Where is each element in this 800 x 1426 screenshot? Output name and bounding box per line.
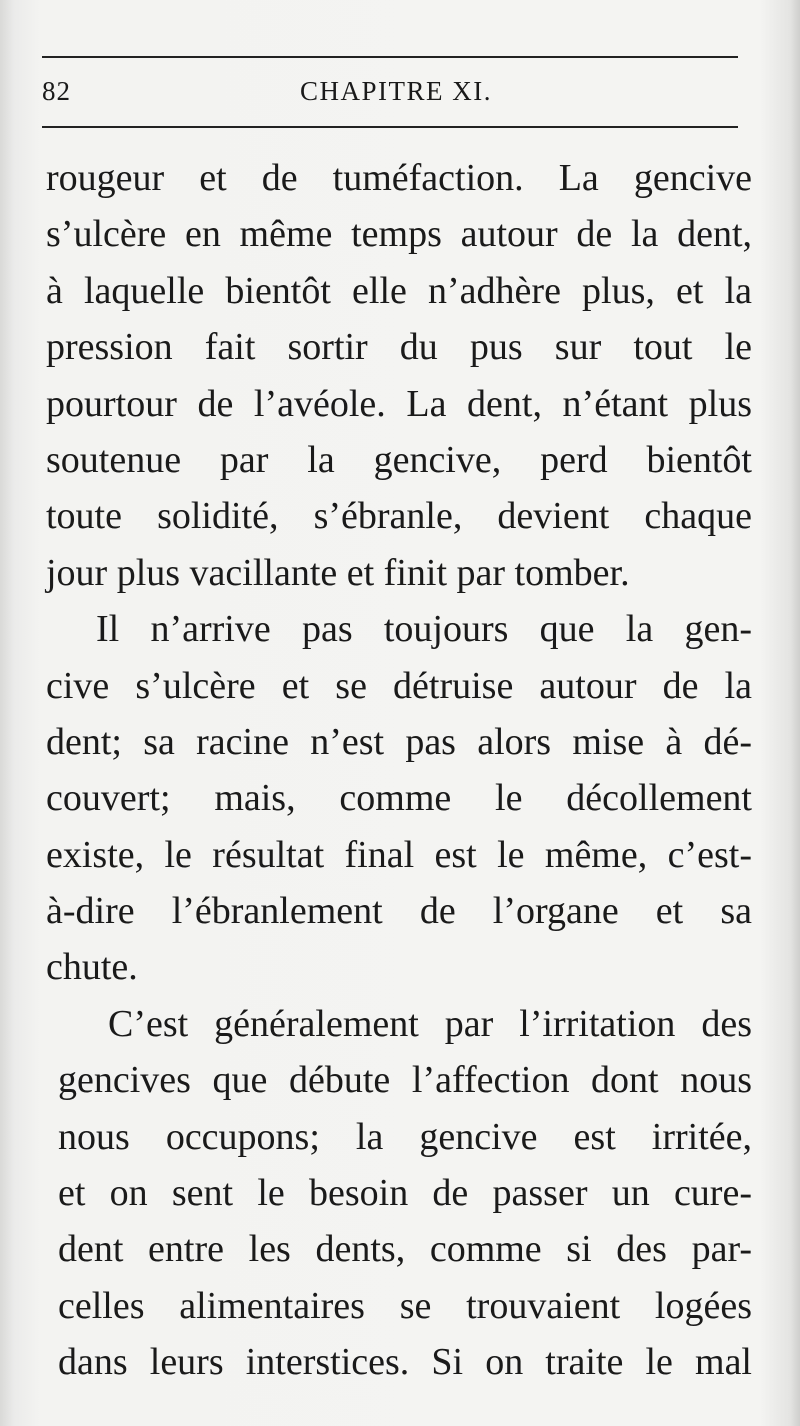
paragraph bbox=[46, 150, 756, 601]
text-line: couvert; mais, comme le décollement bbox=[46, 777, 752, 820]
text-line: dans leurs interstices. Si on traite le mal bbox=[58, 1341, 752, 1384]
text-line: s’ulcère en même temps autour de la dent, bbox=[46, 213, 752, 256]
text-line: dent entre les dents, comme si des par- bbox=[58, 1228, 752, 1271]
header-rule-top bbox=[42, 56, 738, 58]
text-line: dent; sa racine n’est pas alors mise à dé- bbox=[46, 720, 752, 763]
running-head: CHAPITRE XI. bbox=[300, 76, 492, 106]
text-line: Il n’arrive pas toujours que la gen- bbox=[96, 608, 752, 651]
header-rule-bottom bbox=[42, 126, 738, 128]
text-line: toute solidité, s’ébranle, devient chaque bbox=[46, 495, 752, 538]
text-line: existe, le résultat final est le même, c’est- bbox=[46, 833, 752, 876]
page-number: 82 bbox=[42, 76, 71, 106]
text-line: rougeur et de tuméfaction. La gencive bbox=[46, 157, 752, 199]
page-header bbox=[42, 72, 738, 116]
text-line: C’est généralement par l’irritation des bbox=[108, 1002, 752, 1045]
text-line: cive s’ulcère et se détruise autour de la bbox=[46, 664, 752, 707]
text-line: chute. bbox=[46, 946, 138, 989]
body-text bbox=[46, 150, 756, 1391]
text-line: et on sent le besoin de passer un cure- bbox=[58, 1172, 752, 1215]
text-line: pourtour de l’avéole. La dent, n’étant plus bbox=[46, 382, 752, 425]
text-line: à laquelle bientôt elle n’adhère plus, et la bbox=[46, 269, 752, 312]
text-line: nous occupons; la gencive est irritée, bbox=[58, 1115, 752, 1158]
paragraph bbox=[46, 601, 756, 996]
text-line: celles alimentaires se trouvaient logées bbox=[58, 1284, 752, 1327]
paragraph bbox=[46, 996, 756, 1391]
text-line: pression fait sortir du pus sur tout le bbox=[46, 326, 752, 369]
text-line: gencives que débute l’affection dont nous bbox=[58, 1059, 752, 1102]
text-line: jour plus vacillante et finit par tomber. bbox=[46, 551, 630, 594]
text-line: à-dire l’ébranlement de l’organe et sa bbox=[46, 890, 752, 933]
text-line: soutenue par la gencive, perd bientôt bbox=[46, 438, 752, 481]
